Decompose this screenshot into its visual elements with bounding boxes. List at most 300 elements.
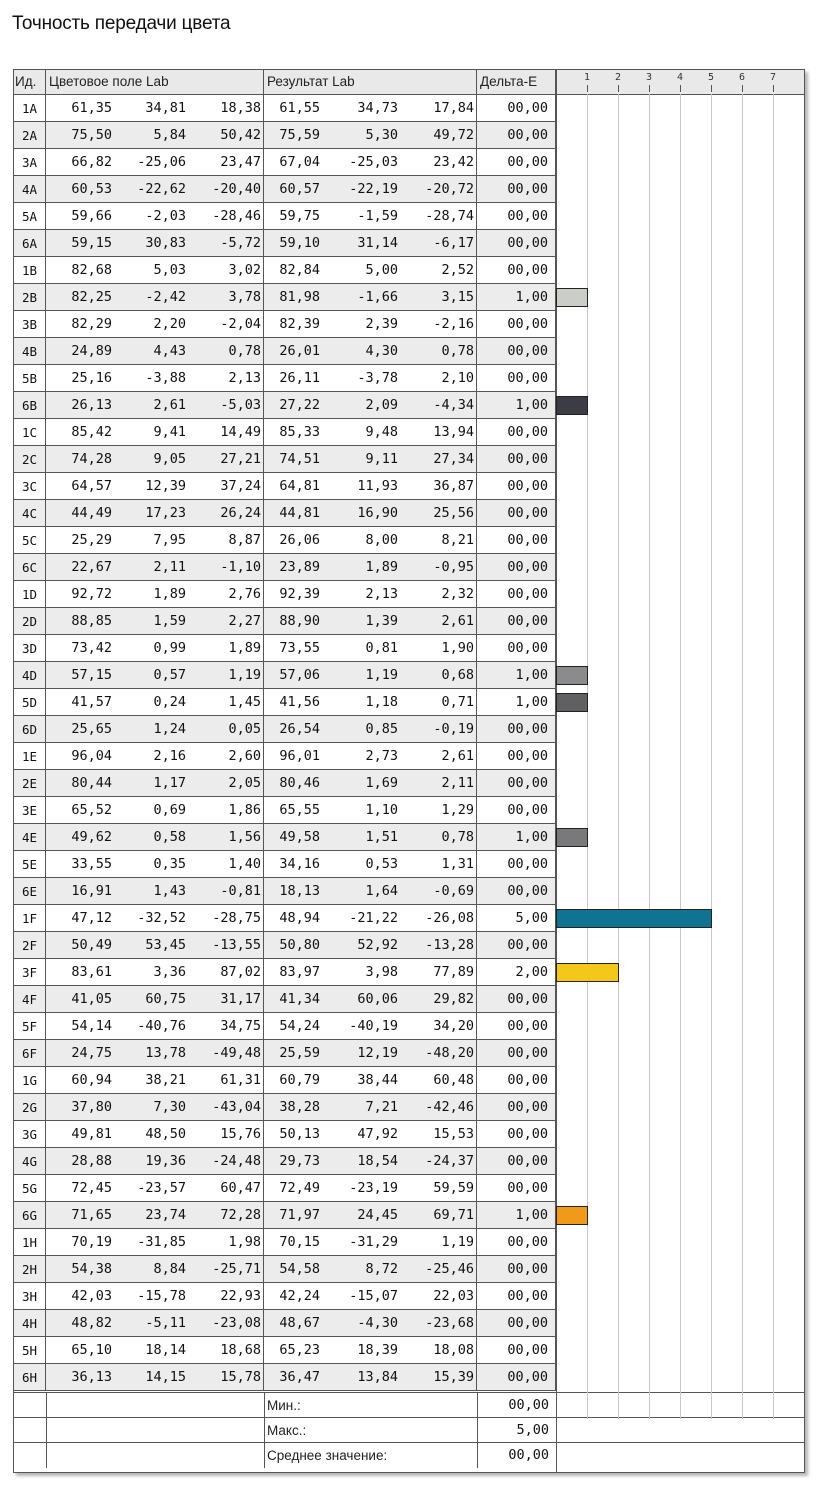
result-l-value: 27,22 bbox=[279, 397, 320, 413]
result-b-value: 2,61 bbox=[441, 748, 474, 764]
patch-b-value: -13,55 bbox=[212, 937, 261, 953]
result-lab-values bbox=[264, 230, 477, 256]
patch-l-value: 80,44 bbox=[71, 775, 112, 791]
table-row bbox=[14, 176, 556, 203]
patch-id: 6G bbox=[14, 1202, 46, 1228]
patch-lab-values bbox=[46, 95, 264, 121]
patch-l-value: 25,16 bbox=[71, 370, 112, 386]
result-a-value: 1,19 bbox=[365, 667, 398, 683]
result-a-value: 2,73 bbox=[365, 748, 398, 764]
patch-b-value: 18,68 bbox=[220, 1342, 261, 1358]
scale-tick-label: 7 bbox=[770, 72, 777, 83]
result-lab-values bbox=[264, 851, 477, 877]
result-b-value: 1,19 bbox=[441, 1234, 474, 1250]
result-l-value: 26,11 bbox=[279, 370, 320, 386]
delta-e-value: 00,00 bbox=[477, 986, 556, 1012]
result-lab-values bbox=[264, 338, 477, 364]
patch-a-value: 2,20 bbox=[153, 316, 186, 332]
result-a-value: 0,85 bbox=[365, 721, 398, 737]
scale-tick-mark bbox=[742, 85, 743, 92]
patch-b-value: 1,40 bbox=[228, 856, 261, 872]
patch-lab-values bbox=[46, 1337, 264, 1363]
result-b-value: 34,20 bbox=[433, 1018, 474, 1034]
patch-b-value: 50,42 bbox=[220, 127, 261, 143]
patch-lab-values bbox=[46, 527, 264, 553]
result-l-value: 54,58 bbox=[279, 1261, 320, 1277]
result-a-value: 1,69 bbox=[365, 775, 398, 791]
delta-e-value: 00,00 bbox=[477, 1121, 556, 1147]
header-patch-lab: Цветовое поле Lab bbox=[46, 70, 264, 94]
patch-a-value: -2,03 bbox=[145, 208, 186, 224]
table-row bbox=[14, 797, 556, 824]
patch-lab-values bbox=[46, 1202, 264, 1228]
patch-b-value: 2,27 bbox=[228, 613, 261, 629]
result-lab-values bbox=[264, 1283, 477, 1309]
patch-id: 1H bbox=[14, 1229, 46, 1255]
patch-l-value: 64,57 bbox=[71, 478, 112, 494]
patch-a-value: 12,39 bbox=[145, 478, 186, 494]
table-row bbox=[14, 122, 556, 149]
result-a-value: -3,78 bbox=[357, 370, 398, 386]
patch-a-value: 1,17 bbox=[153, 775, 186, 791]
result-a-value: 2,13 bbox=[365, 586, 398, 602]
result-b-value: 17,84 bbox=[433, 100, 474, 116]
result-lab-values bbox=[264, 149, 477, 175]
result-l-value: 48,94 bbox=[279, 910, 320, 926]
delta-e-value: 00,00 bbox=[477, 1310, 556, 1336]
patch-id: 2C bbox=[14, 446, 46, 472]
result-l-value: 81,98 bbox=[279, 289, 320, 305]
patch-a-value: -22,62 bbox=[137, 181, 186, 197]
patch-l-value: 54,14 bbox=[71, 1018, 112, 1034]
result-lab-values bbox=[264, 203, 477, 229]
patch-b-value: 1,98 bbox=[228, 1234, 261, 1250]
patch-l-value: 65,10 bbox=[71, 1342, 112, 1358]
patch-b-value: 1,45 bbox=[228, 694, 261, 710]
page-title: Точность передачи цвета bbox=[12, 13, 231, 34]
delta-e-value: 00,00 bbox=[477, 95, 556, 121]
summary-value: 00,00 bbox=[508, 1447, 549, 1463]
result-b-value: 0,68 bbox=[441, 667, 474, 683]
patch-b-value: -1,10 bbox=[220, 559, 261, 575]
result-l-value: 41,34 bbox=[279, 991, 320, 1007]
header-id: Ид. bbox=[14, 70, 46, 94]
patch-b-value: 22,93 bbox=[220, 1288, 261, 1304]
delta-e-value: 00,00 bbox=[477, 500, 556, 526]
patch-a-value: 48,50 bbox=[145, 1126, 186, 1142]
patch-b-value: -20,40 bbox=[212, 181, 261, 197]
result-l-value: 54,24 bbox=[279, 1018, 320, 1034]
patch-lab-values bbox=[46, 716, 264, 742]
delta-e-value: 00,00 bbox=[477, 122, 556, 148]
table-row bbox=[14, 743, 556, 770]
patch-a-value: 7,95 bbox=[153, 532, 186, 548]
patch-lab-values bbox=[46, 419, 264, 445]
result-l-value: 80,46 bbox=[279, 775, 320, 791]
patch-id: 5H bbox=[14, 1337, 46, 1363]
patch-b-value: 1,56 bbox=[228, 829, 261, 845]
patch-a-value: -2,42 bbox=[145, 289, 186, 305]
result-lab-values bbox=[264, 581, 477, 607]
result-a-value: 1,64 bbox=[365, 883, 398, 899]
patch-id: 6C bbox=[14, 554, 46, 580]
patch-l-value: 42,03 bbox=[71, 1288, 112, 1304]
result-a-value: -40,19 bbox=[349, 1018, 398, 1034]
patch-lab-values bbox=[46, 1148, 264, 1174]
result-l-value: 41,56 bbox=[279, 694, 320, 710]
result-a-value: 24,45 bbox=[357, 1207, 398, 1223]
result-l-value: 36,47 bbox=[279, 1369, 320, 1385]
result-lab-values bbox=[264, 824, 477, 850]
patch-l-value: 16,91 bbox=[71, 883, 112, 899]
grid-line bbox=[680, 94, 681, 1419]
result-b-value: -0,19 bbox=[433, 721, 474, 737]
table-row bbox=[14, 1256, 556, 1283]
delta-e-value: 00,00 bbox=[477, 1013, 556, 1039]
result-l-value: 34,16 bbox=[279, 856, 320, 872]
patch-l-value: 92,72 bbox=[71, 586, 112, 602]
delta-e-value: 00,00 bbox=[477, 1175, 556, 1201]
table-row bbox=[14, 932, 556, 959]
result-a-value: 2,09 bbox=[365, 397, 398, 413]
grid-line bbox=[649, 94, 650, 1419]
patch-l-value: 96,04 bbox=[71, 748, 112, 764]
patch-lab-values bbox=[46, 608, 264, 634]
patch-a-value: 9,41 bbox=[153, 424, 186, 440]
table-row bbox=[14, 959, 556, 986]
result-l-value: 26,06 bbox=[279, 532, 320, 548]
patch-l-value: 65,52 bbox=[71, 802, 112, 818]
patch-lab-values bbox=[46, 797, 264, 823]
delta-e-value: 00,00 bbox=[477, 554, 556, 580]
patch-b-value: 18,38 bbox=[220, 100, 261, 116]
patch-id: 3F bbox=[14, 959, 46, 985]
result-a-value: 9,11 bbox=[365, 451, 398, 467]
table-row bbox=[14, 95, 556, 122]
patch-lab-values bbox=[46, 473, 264, 499]
table-row bbox=[14, 527, 556, 554]
result-b-value: 2,32 bbox=[441, 586, 474, 602]
delta-e-value: 00,00 bbox=[477, 770, 556, 796]
patch-a-value: 23,74 bbox=[145, 1207, 186, 1223]
patch-a-value: 0,57 bbox=[153, 667, 186, 683]
delta-e-value: 00,00 bbox=[477, 527, 556, 553]
result-a-value: -4,30 bbox=[357, 1315, 398, 1331]
patch-a-value: 13,78 bbox=[145, 1045, 186, 1061]
result-b-value: -0,95 bbox=[433, 559, 474, 575]
patch-l-value: 83,61 bbox=[71, 964, 112, 980]
delta-e-value: 00,00 bbox=[477, 338, 556, 364]
patch-l-value: 41,57 bbox=[71, 694, 112, 710]
table-row bbox=[14, 905, 556, 932]
delta-e-value: 00,00 bbox=[477, 1229, 556, 1255]
delta-e-value: 00,00 bbox=[477, 149, 556, 175]
result-lab-values bbox=[264, 1202, 477, 1228]
result-l-value: 18,13 bbox=[279, 883, 320, 899]
patch-id: 4D bbox=[14, 662, 46, 688]
patch-b-value: 3,78 bbox=[228, 289, 261, 305]
result-b-value: -48,20 bbox=[425, 1045, 474, 1061]
patch-a-value: -15,78 bbox=[137, 1288, 186, 1304]
result-a-value: -31,29 bbox=[349, 1234, 398, 1250]
result-a-value: 47,92 bbox=[357, 1126, 398, 1142]
deviation-bar bbox=[556, 1206, 588, 1225]
result-lab-values bbox=[264, 95, 477, 121]
deviation-bar bbox=[556, 963, 619, 982]
patch-lab-values bbox=[46, 1067, 264, 1093]
patch-b-value: 34,75 bbox=[220, 1018, 261, 1034]
result-lab-values bbox=[264, 446, 477, 472]
result-l-value: 74,51 bbox=[279, 451, 320, 467]
result-l-value: 88,90 bbox=[279, 613, 320, 629]
result-l-value: 50,13 bbox=[279, 1126, 320, 1142]
delta-e-value: 00,00 bbox=[477, 1364, 556, 1390]
result-b-value: 60,48 bbox=[433, 1072, 474, 1088]
patch-a-value: 2,61 bbox=[153, 397, 186, 413]
table-row bbox=[14, 635, 556, 662]
patch-l-value: 57,15 bbox=[71, 667, 112, 683]
delta-e-value: 00,00 bbox=[477, 932, 556, 958]
patch-b-value: -23,08 bbox=[212, 1315, 261, 1331]
header-delta-e: Дельта-E bbox=[477, 70, 556, 94]
patch-id: 1A bbox=[14, 95, 46, 121]
result-l-value: 26,54 bbox=[279, 721, 320, 737]
patch-a-value: 53,45 bbox=[145, 937, 186, 953]
patch-lab-values bbox=[46, 662, 264, 688]
patch-lab-values bbox=[46, 1283, 264, 1309]
delta-e-value: 5,00 bbox=[477, 905, 556, 931]
table-row bbox=[14, 419, 556, 446]
patch-a-value: 1,59 bbox=[153, 613, 186, 629]
result-b-value: 27,34 bbox=[433, 451, 474, 467]
result-l-value: 38,28 bbox=[279, 1099, 320, 1115]
patch-b-value: 2,60 bbox=[228, 748, 261, 764]
patch-lab-values bbox=[46, 1094, 264, 1120]
table-row bbox=[14, 1121, 556, 1148]
patch-l-value: 54,38 bbox=[71, 1261, 112, 1277]
patch-l-value: 75,50 bbox=[71, 127, 112, 143]
result-b-value: 2,10 bbox=[441, 370, 474, 386]
column-divider bbox=[46, 1418, 47, 1443]
scale-tick-label: 6 bbox=[739, 72, 746, 83]
result-b-value: 22,03 bbox=[433, 1288, 474, 1304]
patch-l-value: 82,29 bbox=[71, 316, 112, 332]
patch-id: 3G bbox=[14, 1121, 46, 1147]
delta-e-value: 00,00 bbox=[477, 446, 556, 472]
result-b-value: 1,31 bbox=[441, 856, 474, 872]
result-lab-values bbox=[264, 284, 477, 310]
patch-b-value: 2,76 bbox=[228, 586, 261, 602]
table-row bbox=[14, 311, 556, 338]
patch-b-value: 72,28 bbox=[220, 1207, 261, 1223]
patch-id: 1C bbox=[14, 419, 46, 445]
table-row bbox=[14, 446, 556, 473]
result-b-value: -2,16 bbox=[433, 316, 474, 332]
patch-id: 2F bbox=[14, 932, 46, 958]
header-result-lab: Результат Lab bbox=[264, 70, 477, 94]
patch-a-value: 3,36 bbox=[153, 964, 186, 980]
table-row bbox=[14, 1094, 556, 1121]
patch-lab-values bbox=[46, 1256, 264, 1282]
table-row bbox=[14, 1040, 556, 1067]
table-row bbox=[14, 1202, 556, 1229]
result-b-value: -4,34 bbox=[433, 397, 474, 413]
result-lab-values bbox=[264, 1067, 477, 1093]
patch-lab-values bbox=[46, 1175, 264, 1201]
patch-a-value: 34,81 bbox=[145, 100, 186, 116]
delta-e-value: 1,00 bbox=[477, 1202, 556, 1228]
patch-b-value: 2,13 bbox=[228, 370, 261, 386]
result-a-value: 18,54 bbox=[357, 1153, 398, 1169]
result-b-value: 0,78 bbox=[441, 343, 474, 359]
result-a-value: 34,73 bbox=[357, 100, 398, 116]
delta-e-value: 2,00 bbox=[477, 959, 556, 985]
patch-lab-values bbox=[46, 635, 264, 661]
column-divider bbox=[46, 1443, 47, 1468]
result-b-value: 29,82 bbox=[433, 991, 474, 1007]
summary-value: 00,00 bbox=[508, 1397, 549, 1413]
patch-id: 4H bbox=[14, 1310, 46, 1336]
result-a-value: 1,51 bbox=[365, 829, 398, 845]
result-l-value: 60,79 bbox=[279, 1072, 320, 1088]
summary-row bbox=[14, 1417, 804, 1442]
result-b-value: 15,53 bbox=[433, 1126, 474, 1142]
delta-e-value: 00,00 bbox=[477, 1094, 556, 1120]
result-lab-values bbox=[264, 743, 477, 769]
patch-lab-values bbox=[46, 446, 264, 472]
result-l-value: 26,01 bbox=[279, 343, 320, 359]
patch-lab-values bbox=[46, 122, 264, 148]
result-b-value: 13,94 bbox=[433, 424, 474, 440]
patch-lab-values bbox=[46, 743, 264, 769]
table-row bbox=[14, 230, 556, 257]
result-b-value: 2,61 bbox=[441, 613, 474, 629]
patch-id: 5E bbox=[14, 851, 46, 877]
delta-e-value: 00,00 bbox=[477, 203, 556, 229]
result-lab-values bbox=[264, 905, 477, 931]
result-lab-values bbox=[264, 311, 477, 337]
patch-b-value: -28,46 bbox=[212, 208, 261, 224]
patch-a-value: 19,36 bbox=[145, 1153, 186, 1169]
result-b-value: -6,17 bbox=[433, 235, 474, 251]
table-row bbox=[14, 824, 556, 851]
patch-l-value: 28,88 bbox=[71, 1153, 112, 1169]
result-l-value: 50,80 bbox=[279, 937, 320, 953]
patch-l-value: 26,13 bbox=[71, 397, 112, 413]
patch-id: 2D bbox=[14, 608, 46, 634]
table-row bbox=[14, 878, 556, 905]
patch-l-value: 25,29 bbox=[71, 532, 112, 548]
patch-id: 2G bbox=[14, 1094, 46, 1120]
result-a-value: 1,89 bbox=[365, 559, 398, 575]
patch-b-value: -49,48 bbox=[212, 1045, 261, 1061]
patch-b-value: -43,04 bbox=[212, 1099, 261, 1115]
result-l-value: 73,55 bbox=[279, 640, 320, 656]
result-a-value: -15,07 bbox=[349, 1288, 398, 1304]
patch-b-value: 87,02 bbox=[220, 964, 261, 980]
patch-b-value: 15,76 bbox=[220, 1126, 261, 1142]
table-row bbox=[14, 689, 556, 716]
result-b-value: 23,42 bbox=[433, 154, 474, 170]
patch-l-value: 24,75 bbox=[71, 1045, 112, 1061]
patch-lab-values bbox=[46, 1229, 264, 1255]
patch-a-value: 14,15 bbox=[145, 1369, 186, 1385]
result-lab-values bbox=[264, 257, 477, 283]
patch-a-value: 0,69 bbox=[153, 802, 186, 818]
patch-a-value: -31,85 bbox=[137, 1234, 186, 1250]
patch-a-value: 2,11 bbox=[153, 559, 186, 575]
summary-label: Среднее значение: bbox=[267, 1448, 388, 1463]
delta-e-value: 00,00 bbox=[477, 878, 556, 904]
result-b-value: 15,39 bbox=[433, 1369, 474, 1385]
grid-line bbox=[742, 94, 743, 1419]
patch-b-value: 1,19 bbox=[228, 667, 261, 683]
patch-lab-values bbox=[46, 878, 264, 904]
patch-b-value: -28,75 bbox=[212, 910, 261, 926]
patch-lab-values bbox=[46, 581, 264, 607]
patch-b-value: 61,31 bbox=[220, 1072, 261, 1088]
patch-a-value: 1,89 bbox=[153, 586, 186, 602]
table-row bbox=[14, 392, 556, 419]
patch-b-value: 14,49 bbox=[220, 424, 261, 440]
result-lab-values bbox=[264, 716, 477, 742]
patch-lab-values bbox=[46, 1310, 264, 1336]
patch-lab-values bbox=[46, 554, 264, 580]
result-lab-values bbox=[264, 1013, 477, 1039]
delta-e-value: 00,00 bbox=[477, 1067, 556, 1093]
deviation-bar bbox=[556, 693, 588, 712]
patch-lab-values bbox=[46, 257, 264, 283]
table-header bbox=[14, 70, 804, 95]
patch-id: 4B bbox=[14, 338, 46, 364]
result-lab-values bbox=[264, 419, 477, 445]
patch-l-value: 60,94 bbox=[71, 1072, 112, 1088]
delta-e-value: 1,00 bbox=[477, 689, 556, 715]
result-lab-values bbox=[264, 1094, 477, 1120]
patch-a-value: 9,05 bbox=[153, 451, 186, 467]
patch-lab-values bbox=[46, 311, 264, 337]
table-row bbox=[14, 1148, 556, 1175]
result-lab-values bbox=[264, 527, 477, 553]
result-b-value: -42,46 bbox=[425, 1099, 474, 1115]
table-row bbox=[14, 257, 556, 284]
patch-lab-values bbox=[46, 1040, 264, 1066]
result-lab-values bbox=[264, 1256, 477, 1282]
result-a-value: 11,93 bbox=[357, 478, 398, 494]
result-a-value: 12,19 bbox=[357, 1045, 398, 1061]
patch-l-value: 36,13 bbox=[71, 1369, 112, 1385]
result-lab-values bbox=[264, 932, 477, 958]
grid-line bbox=[618, 94, 619, 1419]
patch-lab-values bbox=[46, 1013, 264, 1039]
result-l-value: 59,75 bbox=[279, 208, 320, 224]
deviation-bar bbox=[556, 828, 588, 847]
delta-e-value: 00,00 bbox=[477, 365, 556, 391]
table-row bbox=[14, 500, 556, 527]
patch-a-value: 60,75 bbox=[145, 991, 186, 1007]
patch-l-value: 72,45 bbox=[71, 1180, 112, 1196]
deviation-bar bbox=[556, 909, 712, 928]
patch-l-value: 37,80 bbox=[71, 1099, 112, 1115]
patch-a-value: 30,83 bbox=[145, 235, 186, 251]
patch-id: 4E bbox=[14, 824, 46, 850]
patch-id: 5A bbox=[14, 203, 46, 229]
patch-lab-values bbox=[46, 905, 264, 931]
result-b-value: -23,68 bbox=[425, 1315, 474, 1331]
patch-lab-values bbox=[46, 1121, 264, 1147]
result-b-value: 1,90 bbox=[441, 640, 474, 656]
result-lab-values bbox=[264, 662, 477, 688]
